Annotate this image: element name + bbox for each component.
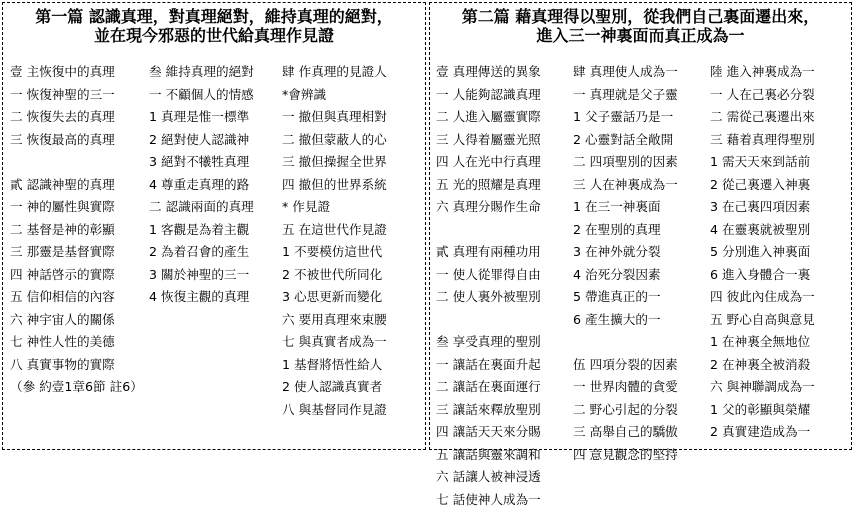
outline-item: 2 絕對使人認識神 bbox=[149, 129, 254, 152]
outline-item: 三 恢復最高的真理 bbox=[10, 129, 143, 152]
heading-line: 進入三一神裏面而真正成為一 bbox=[430, 26, 851, 45]
outline-item: 4 治死分裂因素 bbox=[573, 264, 678, 287]
outline-item: 五 光的照耀是真理 bbox=[436, 174, 541, 197]
outline-item: 2 使人認識真實者 bbox=[282, 376, 387, 399]
outline-item: 1 需天天來到話前 bbox=[710, 151, 815, 174]
outline-item: 一 人在己裏必分裂 bbox=[710, 84, 815, 107]
outline-item: 一 使人從罪得自由 bbox=[436, 264, 541, 287]
outline-item: 1 父子靈話乃是一 bbox=[573, 106, 678, 129]
outline-item: 一 人能夠認識真理 bbox=[436, 84, 541, 107]
outline-item: 二 恢復失去的真理 bbox=[10, 106, 143, 129]
outline-item: 六 與神聯調成為一 bbox=[710, 376, 815, 399]
outline-item: 一 不顧個人的情感 bbox=[149, 84, 254, 107]
outline-item: 壹 主恢復中的真理 bbox=[10, 61, 143, 84]
outline-column bbox=[573, 61, 678, 466]
outline-item: 六 真理分賜作生命 bbox=[436, 196, 541, 219]
outline-item: 3 在神外就分裂 bbox=[573, 241, 678, 264]
outline-item: 3 絕對不犧牲真理 bbox=[149, 151, 254, 174]
outline-item: 貳 真理有兩種功用 bbox=[436, 241, 541, 264]
spacer bbox=[436, 219, 541, 242]
outline-item: 三 讓話來釋放聖別 bbox=[436, 399, 541, 422]
outline-item: 七 話使神人成為一 bbox=[436, 489, 541, 511]
outline-item: 1 真理是惟一標準 bbox=[149, 106, 254, 129]
outline-item: 三 撤但操握全世界 bbox=[282, 151, 387, 174]
outline-item: 2 在聖別的真理 bbox=[573, 219, 678, 242]
outline-item: 1 客觀是為着主觀 bbox=[149, 219, 254, 242]
outline-item: 4 恢復主觀的真理 bbox=[149, 286, 254, 309]
outline-item: 伍 四項分裂的因素 bbox=[573, 354, 678, 377]
outline-item: 二 人進入屬靈實際 bbox=[436, 106, 541, 129]
outline-item: 6 產生擴大的一 bbox=[573, 309, 678, 332]
outline-item: 六 神宇宙人的關係 bbox=[10, 309, 143, 332]
outline-item: 五 信仰相信的內容 bbox=[10, 286, 143, 309]
outline-column bbox=[436, 61, 541, 511]
outline-item: 1 基督將悟性給人 bbox=[282, 354, 387, 377]
outline-item: * 作見證 bbox=[282, 196, 387, 219]
outline-item: 五 讓話與靈來調和 bbox=[436, 444, 541, 467]
outline-item: 二 需從己裏遷出來 bbox=[710, 106, 815, 129]
outline-item: 5 帶進真正的一 bbox=[573, 286, 678, 309]
outline-item: 肆 作真理的見證人 bbox=[282, 61, 387, 84]
outline-item: 三 高舉自己的驕傲 bbox=[573, 421, 678, 444]
spacer bbox=[436, 309, 541, 332]
outline-item: 四 撤但的世界系統 bbox=[282, 174, 387, 197]
outline-item: 一 讓話在裏面升起 bbox=[436, 354, 541, 377]
outline-item: 陸 進入神裏成為一 bbox=[710, 61, 815, 84]
outline-item: 1 在神裏全無地位 bbox=[710, 331, 815, 354]
outline-item: 5 分別進入神裏面 bbox=[710, 241, 815, 264]
outline-item: 一 世界肉體的貪愛 bbox=[573, 376, 678, 399]
outline-item: 二 認識兩面的真理 bbox=[149, 196, 254, 219]
outline-item: 四 人在光中行真理 bbox=[436, 151, 541, 174]
outline-item: 2 在神裏全被消殺 bbox=[710, 354, 815, 377]
outline-item: 2 為着召會的產生 bbox=[149, 241, 254, 264]
outline-item: 貳 認識神聖的真理 bbox=[10, 174, 143, 197]
outline-item: 五 野心自高與意見 bbox=[710, 309, 815, 332]
outline-item: 2 心靈對話全敞開 bbox=[573, 129, 678, 152]
article-panel-2 bbox=[429, 2, 852, 450]
outline-item: 七 神性人性的美德 bbox=[10, 331, 143, 354]
outline-item: 叁 維持真理的絕對 bbox=[149, 61, 254, 84]
outline-item: 四 神話啓示的實際 bbox=[10, 264, 143, 287]
spacer bbox=[10, 151, 143, 174]
outline-column bbox=[10, 61, 143, 399]
heading-line: 第一篇 認識真理，對真理絕對，維持真理的絕對， bbox=[3, 7, 425, 26]
outline-column bbox=[710, 61, 815, 444]
outline-item: 2 真實建造成為一 bbox=[710, 421, 815, 444]
article-panel-1 bbox=[2, 2, 426, 450]
outline-item: *會辨識 bbox=[282, 84, 387, 107]
outline-item: 1 在三一神裏面 bbox=[573, 196, 678, 219]
outline-item: 6 進入身體合一裏 bbox=[710, 264, 815, 287]
heading-line: 並在現今邪惡的世代給真理作見證 bbox=[3, 26, 425, 45]
outline-item: 4 尊重走真理的路 bbox=[149, 174, 254, 197]
outline-item: 3 心思更新而變化 bbox=[282, 286, 387, 309]
heading-line: 第二篇 藉真理得以聖別，從我們自己裏面遷出來， bbox=[430, 7, 851, 26]
article-heading bbox=[430, 7, 851, 45]
outline-item: 四 讓話天天來分賜 bbox=[436, 421, 541, 444]
outline-item: 四 彼此內住成為一 bbox=[710, 286, 815, 309]
outline-item: 4 在靈裏就被聖別 bbox=[710, 219, 815, 242]
outline-item: 3 關於神聖的三一 bbox=[149, 264, 254, 287]
outline-item: （參 約壹1章6節 註6） bbox=[10, 376, 143, 399]
outline-item: 一 真理就是父子靈 bbox=[573, 84, 678, 107]
outline-item: 五 在這世代作見證 bbox=[282, 219, 387, 242]
outline-item: 八 與基督同作見證 bbox=[282, 399, 387, 422]
outline-item: 3 在己裏四項因素 bbox=[710, 196, 815, 219]
outline-item: 叁 享受真理的聖別 bbox=[436, 331, 541, 354]
outline-column bbox=[149, 61, 254, 309]
outline-item: 1 父的彰顯與榮耀 bbox=[710, 399, 815, 422]
outline-item: 壹 真理傳送的異象 bbox=[436, 61, 541, 84]
article-heading bbox=[3, 7, 425, 45]
outline-item: 三 人得着屬靈光照 bbox=[436, 129, 541, 152]
outline-item: 八 真實事物的實際 bbox=[10, 354, 143, 377]
outline-item: 三 藉着真理得聖別 bbox=[710, 129, 815, 152]
outline-item: 一 恢復神聖的三一 bbox=[10, 84, 143, 107]
outline-item: 四 意見觀念的堅持 bbox=[573, 444, 678, 467]
outline-item: 三 那靈是基督實際 bbox=[10, 241, 143, 264]
outline-item: 二 四項聖別的因素 bbox=[573, 151, 678, 174]
outline-item: 二 野心引起的分裂 bbox=[573, 399, 678, 422]
outline-item: 二 撤但蒙蔽人的心 bbox=[282, 129, 387, 152]
outline-item: 二 讓話在裏面運行 bbox=[436, 376, 541, 399]
outline-item: 一 神的屬性與實際 bbox=[10, 196, 143, 219]
outline-item: 六 要用真理來束腰 bbox=[282, 309, 387, 332]
spacer bbox=[573, 331, 678, 354]
outline-item: 三 人在神裏成為一 bbox=[573, 174, 678, 197]
outline-item: 2 不被世代所同化 bbox=[282, 264, 387, 287]
outline-item: 六 話讓人被神浸透 bbox=[436, 466, 541, 489]
outline-item: 一 撤但與真理相對 bbox=[282, 106, 387, 129]
outline-item: 二 基督是神的彰顯 bbox=[10, 219, 143, 242]
outline-item: 七 與真實者成為一 bbox=[282, 331, 387, 354]
outline-item: 1 不要模仿這世代 bbox=[282, 241, 387, 264]
outline-column bbox=[282, 61, 387, 421]
outline-item: 肆 真理使人成為一 bbox=[573, 61, 678, 84]
outline-item: 二 使人裏外被聖別 bbox=[436, 286, 541, 309]
outline-item: 2 從己裏遷入神裏 bbox=[710, 174, 815, 197]
